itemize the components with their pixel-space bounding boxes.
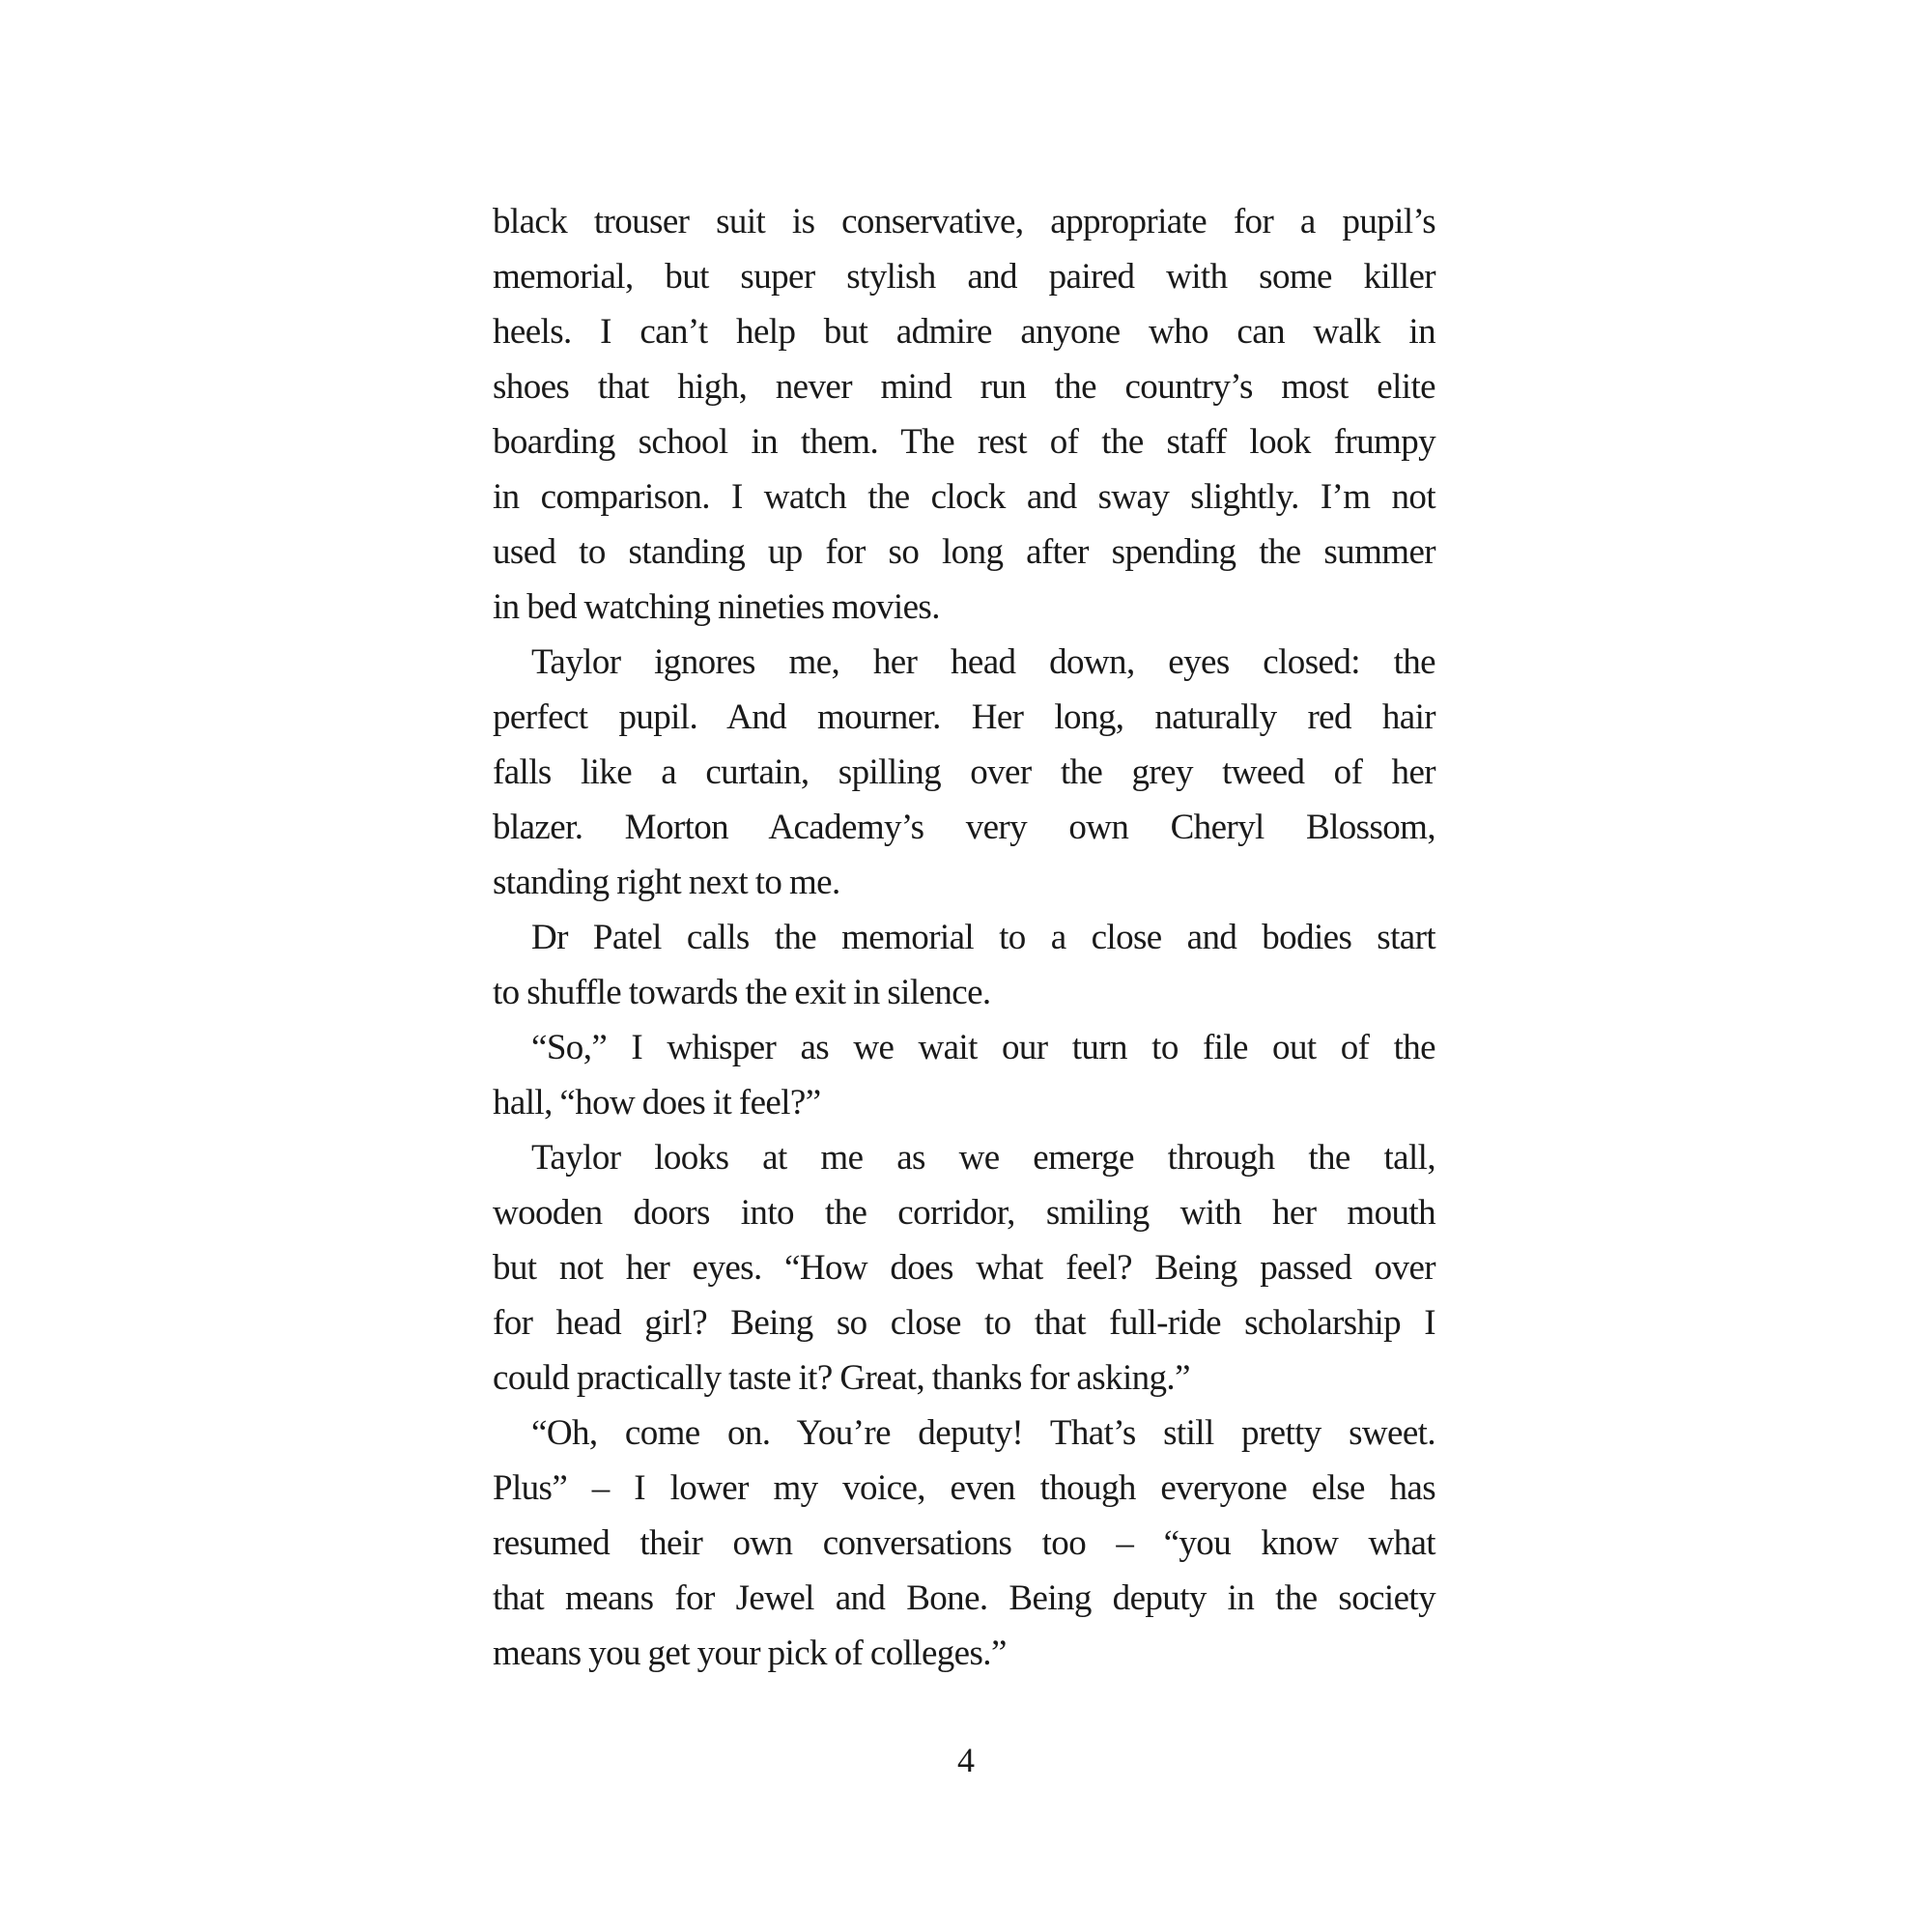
paragraph bbox=[493, 910, 1435, 1020]
paragraph bbox=[493, 1020, 1435, 1130]
text-line: for head girl? Being so close to that full-ride scholarship I bbox=[493, 1303, 1435, 1343]
text-line: in bed watching nineties movies. bbox=[493, 587, 940, 627]
text-line: hall, “how does it feel?” bbox=[493, 1083, 821, 1122]
text-line: blazer. Morton Academy’s very own Cheryl Blossom, bbox=[493, 808, 1435, 847]
text-line: standing right next to me. bbox=[493, 863, 840, 902]
text-line: could practically taste it? Great, thanks for asking.” bbox=[493, 1358, 1190, 1398]
text-line: that means for Jewel and Bone. Being deputy in the society bbox=[493, 1578, 1435, 1618]
text-line: to shuffle towards the exit in silence. bbox=[493, 973, 991, 1012]
text-line: Taylor ignores me, her head down, eyes closed: the bbox=[531, 642, 1435, 682]
text-line: Taylor looks at me as we emerge through the tall, bbox=[531, 1138, 1435, 1178]
text-line: used to standing up for so long after spending the summer bbox=[493, 532, 1435, 572]
paragraph bbox=[493, 1130, 1435, 1406]
text-line: perfect pupil. And mourner. Her long, naturally red hair bbox=[493, 697, 1435, 737]
text-line: black trouser suit is conservative, appropriate for a pupil’s bbox=[493, 202, 1435, 242]
text-line: Dr Patel calls the memorial to a close and bodies start bbox=[531, 918, 1435, 957]
paragraph bbox=[493, 1406, 1435, 1681]
page-number: 4 bbox=[957, 1741, 975, 1779]
text-line: heels. I can’t help but admire anyone who can walk in bbox=[493, 312, 1435, 352]
text-line: “Oh, come on. You’re deputy! That’s still pretty sweet. bbox=[531, 1413, 1435, 1453]
text-line: means you get your pick of colleges.” bbox=[493, 1634, 1007, 1673]
text-line: wooden doors into the corridor, smiling with her mouth bbox=[493, 1193, 1435, 1233]
text-line: “So,” I whisper as we wait our turn to file out of the bbox=[531, 1028, 1435, 1067]
text-line: Plus” – I lower my voice, even though everyone else has bbox=[493, 1468, 1435, 1508]
text-line: in comparison. I watch the clock and sway slightly. I’m not bbox=[493, 477, 1435, 517]
body-text bbox=[493, 194, 1435, 1681]
paragraph bbox=[493, 635, 1435, 910]
text-line: memorial, but super stylish and paired with some killer bbox=[493, 257, 1435, 297]
text-line: shoes that high, never mind run the country’s most elite bbox=[493, 367, 1435, 407]
text-line: but not her eyes. “How does what feel? Being passed over bbox=[493, 1248, 1435, 1288]
text-line: boarding school in them. The rest of the staff look frumpy bbox=[493, 422, 1435, 462]
text-line: falls like a curtain, spilling over the grey tweed of her bbox=[493, 753, 1435, 792]
paragraph bbox=[493, 194, 1435, 635]
text-line: resumed their own conversations too – “you know what bbox=[493, 1523, 1435, 1563]
